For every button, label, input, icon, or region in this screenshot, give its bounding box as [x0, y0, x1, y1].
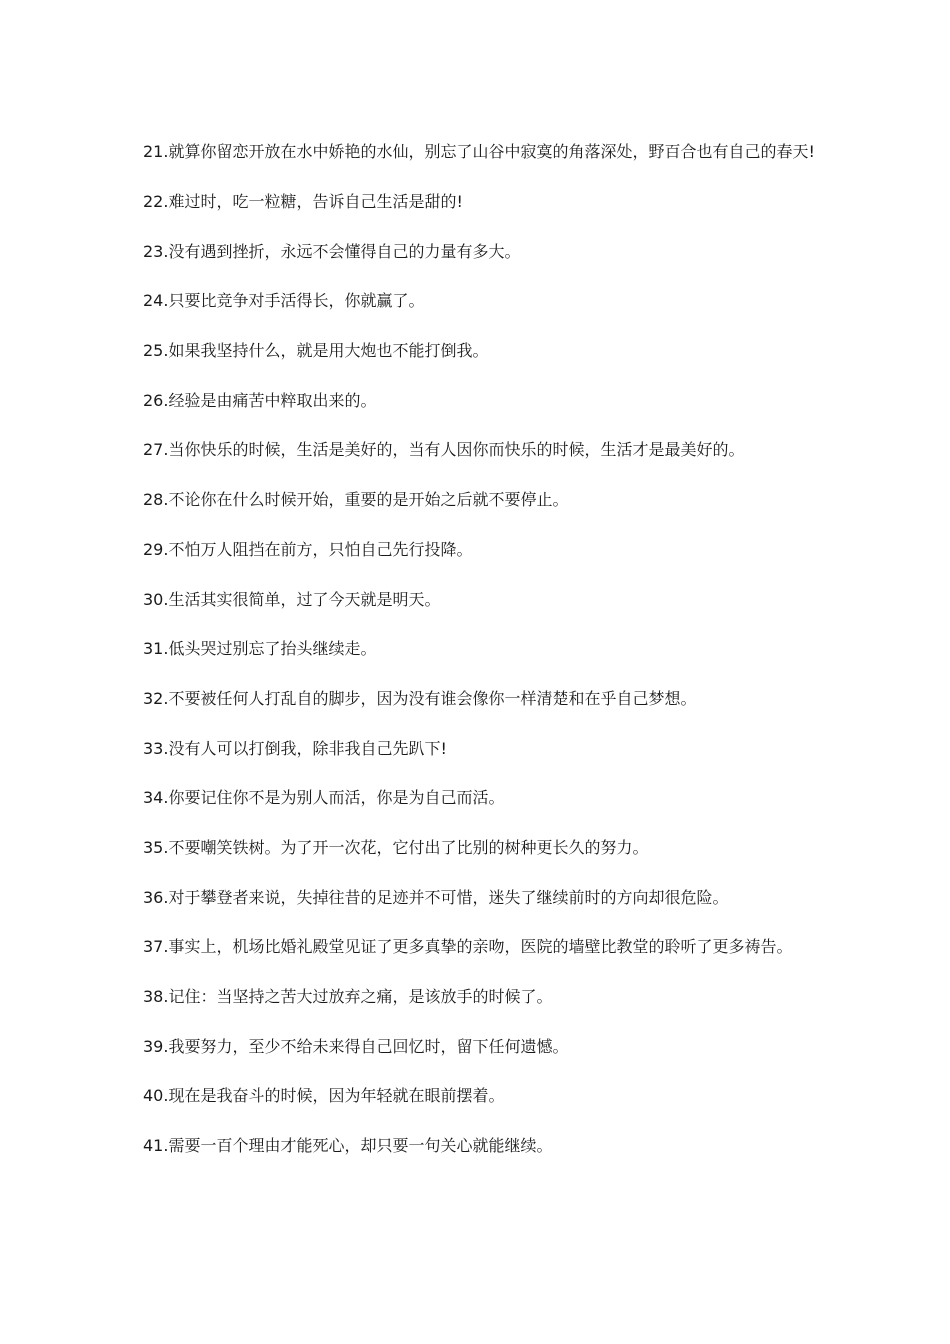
quote-item-31: 31.低头哭过别忘了抬头继续走。: [143, 639, 377, 659]
quote-list: [143, 140, 823, 1184]
quote-item-21: 21.就算你留恋开放在水中娇艳的水仙，别忘了山谷中寂寞的角落深处，野百合也有自己的春天!: [143, 142, 815, 161]
quote-item-40: 40.现在是我奋斗的时候，因为年轻就在眼前摆着。: [143, 1086, 505, 1106]
quote-item-35: 35.不要嘲笑铁树。为了开一次花，它付出了比别的树种更长久的努力。: [143, 837, 649, 857]
quote-item-32: 32.不要被任何人打乱自的脚步，因为没有谁会像你一样清楚和在乎自己梦想。: [143, 688, 697, 708]
quote-item-25: 25.如果我坚持什么，就是用大炮也不能打倒我。: [143, 341, 489, 361]
quote-item-36: 36.对于攀登者来说，失掉往昔的足迹并不可惜，迷失了继续前时的方向却很危险。: [143, 887, 729, 907]
quote-item-34: 34.你要记住你不是为别人而活，你是为自己而活。: [143, 788, 505, 808]
quote-item-26: 26.经验是由痛苦中粹取出来的。: [143, 390, 377, 410]
quote-item-33: 33.没有人可以打倒我，除非我自己先趴下!: [143, 738, 447, 758]
quote-item-22: 22.难过时，吃一粒糖，告诉自己生活是甜的!: [143, 192, 463, 211]
quote-item-23: 23.没有遇到挫折，永远不会懂得自己的力量有多大。: [143, 241, 521, 261]
quote-item-27: 27.当你快乐的时候，生活是美好的，当有人因你而快乐的时候，生活才是最美好的。: [143, 440, 745, 460]
quote-item-29: 29.不怕万人阻挡在前方，只怕自己先行投降。: [143, 539, 473, 559]
quote-item-24: 24.只要比竞争对手活得长，你就赢了。: [143, 291, 425, 311]
quote-item-28: 28.不论你在什么时候开始，重要的是开始之后就不要停止。: [143, 490, 569, 510]
quote-item-41: 41.需要一百个理由才能死心，却只要一句关心就能继续。: [143, 1136, 553, 1156]
quote-item-39: 39.我要努力，至少不给未来得自己回忆时，留下任何遗憾。: [143, 1036, 569, 1056]
quote-item-30: 30.生活其实很简单，过了今天就是明天。: [143, 589, 441, 609]
quote-item-37: 37.事实上，机场比婚礼殿堂见证了更多真挚的亲吻，医院的墙壁比教堂的聆听了更多祷告。: [143, 937, 793, 957]
quote-item-38: 38.记住：当坚持之苦大过放弃之痛，是该放手的时候了。: [143, 987, 553, 1006]
